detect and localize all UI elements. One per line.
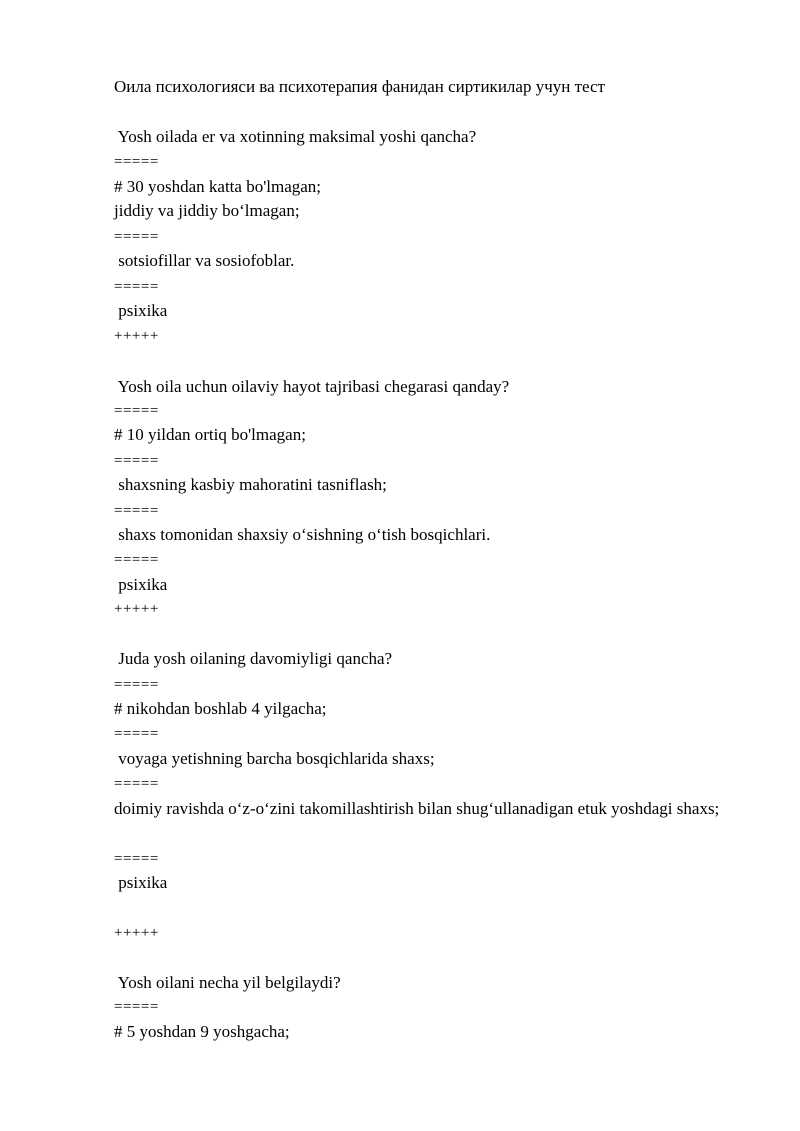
answer-option: psixika [114, 873, 168, 892]
separator: ===== [114, 552, 159, 568]
answer-option: jiddiy va jiddiy bo‘lmagan; [114, 201, 300, 220]
question-end-marker: +++++ [114, 601, 159, 617]
correct-answer-1: # 30 yoshdan katta bo'lmagan; [114, 177, 322, 196]
question-1: Yosh oilada er va xotinning maksimal yoshi qancha? [114, 127, 477, 146]
separator: ===== [114, 503, 159, 519]
separator: ===== [114, 999, 159, 1015]
question-end-marker: +++++ [114, 925, 159, 941]
answer-option: shaxs tomonidan shaxsiy o‘sishning o‘tish bosqichlari. [114, 525, 491, 544]
question-end-marker: +++++ [114, 328, 159, 344]
answer-option: psixika [114, 301, 168, 320]
separator: ===== [114, 279, 159, 295]
document-title: Оила психологияси ва психотерапия фанидан сиртикилар учун тест [114, 77, 605, 96]
separator: ===== [114, 154, 159, 170]
correct-answer-4: # 5 yoshdan 9 yoshgacha; [114, 1022, 290, 1041]
answer-option: sotsiofillar va sosiofoblar. [114, 251, 295, 270]
answer-option: voyaga yetishning barcha bosqichlarida shaxs; [114, 749, 435, 768]
separator: ===== [114, 677, 159, 693]
correct-answer-2: # 10 yildan ortiq bo'lmagan; [114, 425, 306, 444]
separator: ===== [114, 726, 159, 742]
answer-option: psixika [114, 575, 168, 594]
question-3: Juda yosh oilaning davomiyligi qancha? [114, 649, 393, 668]
separator: ===== [114, 851, 159, 867]
separator: ===== [114, 403, 159, 419]
question-2: Yosh oila uchun oilaviy hayot tajribasi chegarasi qanday? [114, 377, 510, 396]
question-4: Yosh oilani necha yil belgilaydi? [114, 973, 341, 992]
separator: ===== [114, 776, 159, 792]
correct-answer-3: # nikohdan boshlab 4 yilgacha; [114, 699, 327, 718]
answer-option: doimiy ravishda o‘z-o‘zini takomillashtirish bilan shug‘ullanadigan etuk yoshdagi shaxs; [114, 799, 720, 818]
answer-option: shaxsning kasbiy mahoratini tasniflash; [114, 475, 387, 494]
separator: ===== [114, 229, 159, 245]
separator: ===== [114, 453, 159, 469]
